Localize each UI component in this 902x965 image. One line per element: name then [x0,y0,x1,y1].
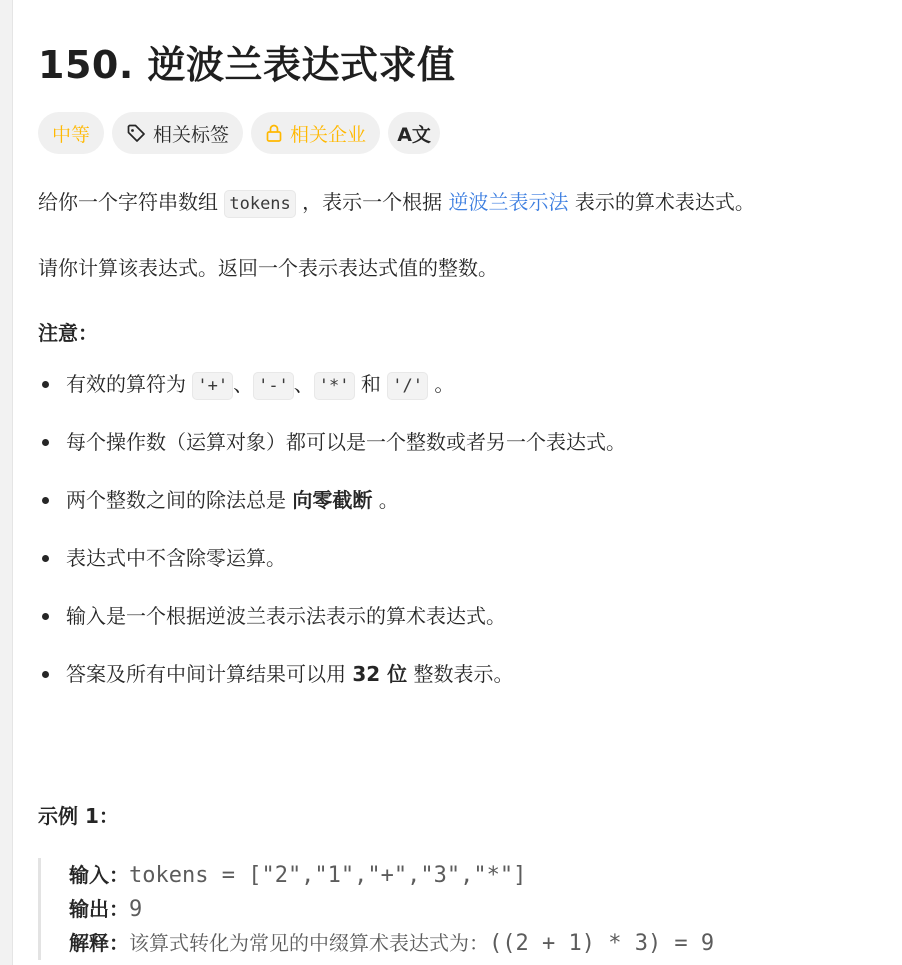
difficulty-label: 中等 [52,123,91,146]
list-item: 每个操作数（运算对象）都可以是一个整数或者另一个表达式。 [38,428,626,486]
example-explanation: 解释：该算式转化为常见的中缀算术表达式为：((2 + 1) * 3) = 9 [69,931,715,956]
example-output: 输出：9 [69,897,143,922]
related-companies-label: 相关企业 [290,123,367,146]
example-block [38,858,902,960]
operator-plus: '+' [192,372,233,400]
translate-button[interactable] [388,112,440,154]
list-item: 答案及所有中间计算结果可以用 32 位 整数表示。 [38,660,626,718]
left-panel-edge [0,0,13,965]
problem-title: 150. 逆波兰表达式求值 [38,43,456,87]
operator-divide: '/' [387,372,428,400]
operator-times: '*' [314,372,355,400]
list-item: 有效的算符为 '+' 、 '-' 、 '*' 和 '/' 。 [38,370,626,428]
inline-code: tokens [224,190,295,218]
related-tags-button[interactable] [112,112,243,154]
rpn-link[interactable]: 逆波兰表示法 [448,190,569,214]
tag-icon [126,123,146,143]
difficulty-badge[interactable] [38,112,104,154]
list-item: 表达式中不含除零运算。 [38,544,626,602]
lock-icon [265,123,283,143]
list-item: 输入是一个根据逆波兰表示法表示的算术表达式。 [38,602,626,660]
description-paragraph-2: 请你计算该表达式。返回一个表示表达式值的整数。 [38,256,498,280]
example-heading: 示例 1： [38,804,119,828]
tag-bar [38,112,440,154]
example-input: 输入：tokens = ["2","1","+","3","*"] [69,863,527,888]
related-tags-label: 相关标签 [153,123,230,146]
description-paragraph-1: 给你一个字符串数组 tokens ，表示一个根据 逆波兰表示法 表示的算术表达式。 [38,186,755,215]
notes-list [38,370,626,718]
related-companies-button[interactable] [251,112,380,154]
translate-icon: A文 [397,123,431,146]
operator-minus: '-' [253,372,294,400]
list-item: 两个整数之间的除法总是 向零截断 。 [38,486,626,544]
notes-heading: 注意： [38,321,98,345]
